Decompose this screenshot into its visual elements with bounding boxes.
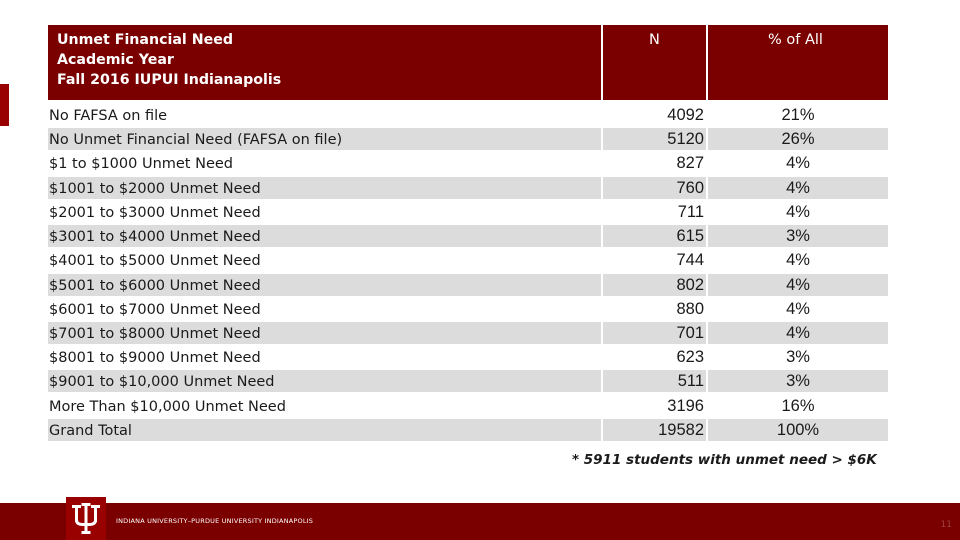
row-percent: 4% [786,323,810,342]
row-count: 5120 [667,130,704,149]
row-label: $1001 to $2000 Unmet Need [49,180,261,197]
table-row [48,418,888,442]
iu-trident-icon [72,503,100,535]
row-count: 615 [676,227,704,246]
table-row [48,248,888,272]
row-count: 4092 [667,106,704,124]
row-percent: 100% [776,420,820,439]
column-header-pct: % of All [768,32,823,48]
row-count: 760 [676,178,704,197]
table-row [48,151,888,175]
table-row [48,176,888,200]
row-count: 701 [676,323,704,342]
table-body [48,103,888,442]
table-row [48,273,888,297]
row-label: $6001 to $7000 Unmet Need [49,301,261,318]
row-percent: 3% [786,348,810,367]
row-count: 827 [676,154,704,173]
row-percent: 3% [786,372,810,391]
row-percent: 4% [786,154,810,173]
table-header-title-cell [48,25,601,100]
row-label: $8001 to $9000 Unmet Need [49,350,261,367]
row-count: 711 [677,202,704,221]
row-label: No Unmet Financial Need (FAFSA on file) [49,132,343,149]
row-count: 511 [677,372,704,391]
row-percent: 16% [781,396,815,415]
row-percent: 4% [786,299,810,318]
row-count: 802 [676,275,704,294]
row-label: Grand Total [49,422,132,439]
row-percent: 3% [786,227,810,246]
row-count: 880 [676,299,704,318]
table-row [48,321,888,345]
row-label: $2001 to $3000 Unmet Need [49,204,261,221]
title-line-2: Academic Year [57,52,174,68]
row-percent: 4% [786,178,810,197]
table-row [48,394,888,418]
table-row [48,127,888,151]
row-label: $5001 to $6000 Unmet Need [49,277,261,294]
row-count: 3196 [667,396,704,415]
row-label: No FAFSA on file [49,108,168,124]
table-row [48,345,888,369]
row-label: $9001 to $10,000 Unmet Need [49,374,275,391]
row-count: 19582 [658,420,704,439]
table-row [48,200,888,224]
table-row [48,224,888,248]
side-accent-marker [0,84,9,126]
row-label: $1 to $1000 Unmet Need [49,156,233,173]
title-line-3: Fall 2016 IUPUI Indianapolis [57,72,282,88]
row-label: More Than $10,000 Unmet Need [49,398,286,415]
row-label: $3001 to $4000 Unmet Need [49,229,261,246]
row-percent: 4% [786,202,810,221]
iu-logo [66,497,106,540]
row-percent: 21% [781,106,815,124]
row-label: $4001 to $5000 Unmet Need [49,253,261,270]
table-title [57,30,281,90]
page-number: 11 [940,520,952,530]
table-row [48,369,888,393]
row-label: $7001 to $8000 Unmet Need [49,325,261,342]
table-row [48,297,888,321]
table-header-pct-cell [708,25,888,100]
column-header-n: N [649,32,660,48]
table-header-n-cell [603,25,706,100]
university-name: INDIANA UNIVERSITY–PURDUE UNIVERSITY INDIANAPOLIS [116,517,314,525]
row-count: 623 [676,348,704,367]
row-count: 744 [676,251,704,270]
footnote: * 5911 students with unmet need > $6K [572,452,877,468]
row-percent: 4% [786,275,810,294]
row-percent: 26% [781,130,815,149]
table-row [48,103,888,127]
row-percent: 4% [786,251,810,270]
title-line-1: Unmet Financial Need [57,32,233,48]
